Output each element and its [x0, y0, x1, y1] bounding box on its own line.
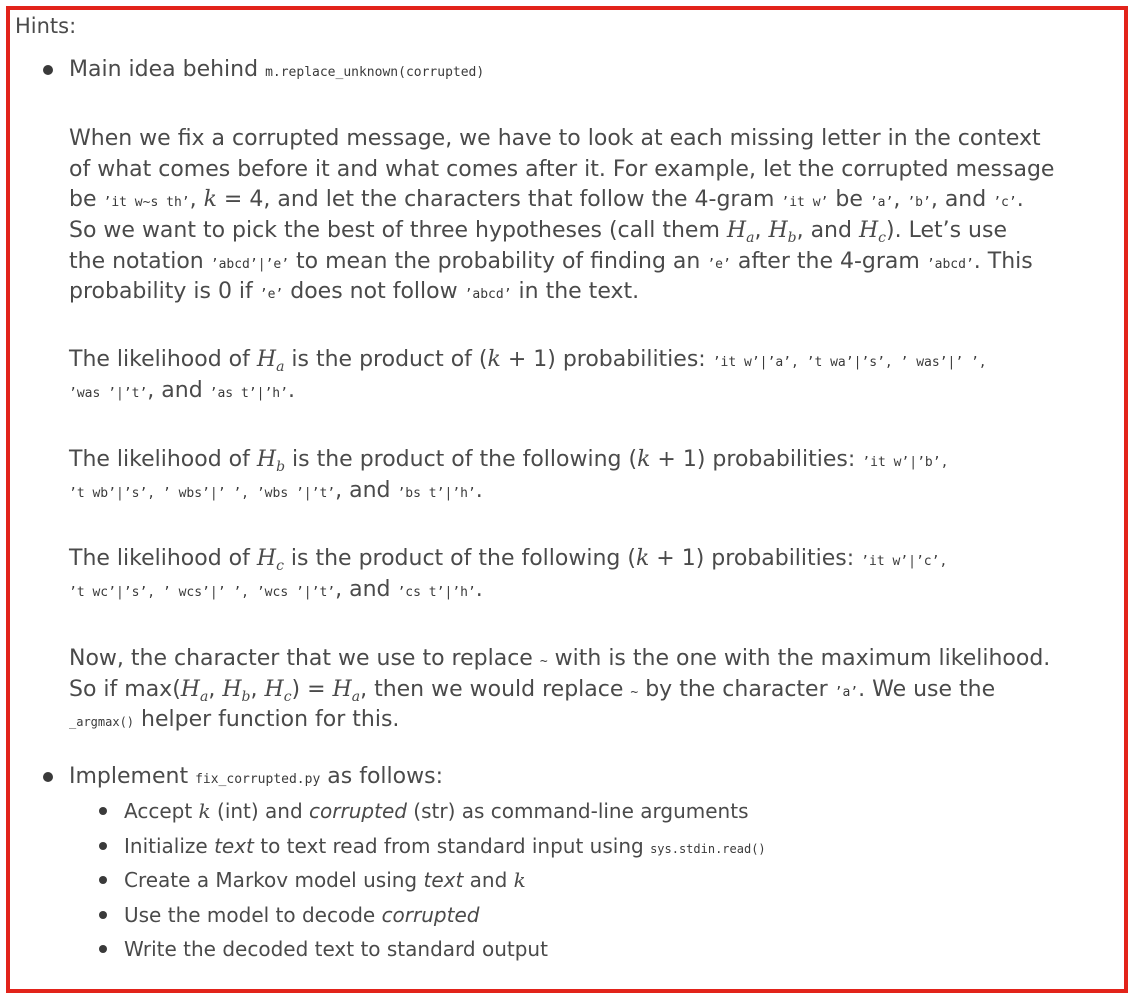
para1-line3: be ’it w~s th’, k = 4, and let the characters that follow the 4-gram ’it w’ be ’a’, ’b’, and ’c’.: [69, 187, 1024, 212]
para5-line3: _argmax() helper function for this.: [69, 707, 400, 732]
subitem-initialize-text: Initialize text to text read from standard input using sys.stdin.read(): [124, 834, 766, 858]
para5-line2: So if $\max(H_a$, $H_b$, $H_c) = H_a$, then we would replace ~ by the character ’a’. We use the: [69, 677, 996, 705]
code-fix-corrupted: fix_corrupted.py: [195, 772, 321, 787]
code-replace-unknown: m.replace_unknown(corrupted): [265, 65, 485, 80]
subbullet-dot-4: [99, 911, 107, 919]
bullet-dot-main-idea: [43, 65, 53, 75]
para5-line1: Now, the character that we use to replace ~ with is the one with the maximum likelihood.: [69, 646, 1051, 671]
hints-title: Hints:: [15, 14, 77, 38]
para1-line4: So we want to pick the best of three hypotheses (call them $H_a$, $H_b$, and $H_c$). Let’s use: [69, 218, 1007, 246]
para1-line6: probability is 0 if ’e’ does not follow ’abcd’ in the text.: [69, 279, 640, 304]
para4-line2: ’t wc’|’s’, ’ wcs’|’ ’, ’wcs ’|’t’, and ’cs t’|’h’.: [69, 577, 483, 602]
subitem-decode: Use the model to decode corrupted: [124, 903, 480, 927]
subbullet-dot-5: [99, 945, 107, 953]
para1-line5: the notation ’abcd’|’e’ to mean the probability of finding an ’e’ after the 4-gram ’abcd’. This: [69, 249, 1033, 274]
bullet-dot-implement: [43, 772, 53, 782]
para1-line2: of what comes before it and what comes after it. For example, let the corrupted message: [69, 157, 1055, 182]
subitem-create-model: Create a Markov model using text and k: [124, 868, 526, 892]
para1-line1: When we fix a corrupted message, we have to look at each missing letter in the context: [69, 126, 1041, 151]
subitem-write-output: Write the decoded text to standard output: [124, 937, 548, 961]
bullet-implement: Implement fix_corrupted.py as follows:: [69, 764, 443, 789]
para3-line1: The likelihood of $H_b$ is the product of the following (k + 1) probabilities: ’it w’|’b’,: [69, 447, 949, 475]
para3-line2: ’t wb’|’s’, ’ wbs’|’ ’, ’wbs ’|’t’, and ’bs t’|’h’.: [69, 478, 483, 503]
para4-line1: The likelihood of $H_c$ is the product of the following (k + 1) probabilities: ’it w’|’c’,: [69, 546, 948, 574]
bullet-main-idea: Main idea behind m.replace_unknown(corrupted): [69, 57, 485, 82]
para2-line2: ’was ’|’t’, and ’as t’|’h’.: [69, 378, 295, 403]
subitem-accept-args: Accept k (int) and corrupted (str) as command-line arguments: [124, 799, 749, 823]
subbullet-dot-2: [99, 842, 107, 850]
subbullet-dot-1: [99, 807, 107, 815]
subbullet-dot-3: [99, 876, 107, 884]
para2-line1: The likelihood of $H_a$ is the product of (k + 1) probabilities: ’it w’|’a’, ’t wa’|’s’, ’ was’|’ ’,: [69, 347, 987, 375]
